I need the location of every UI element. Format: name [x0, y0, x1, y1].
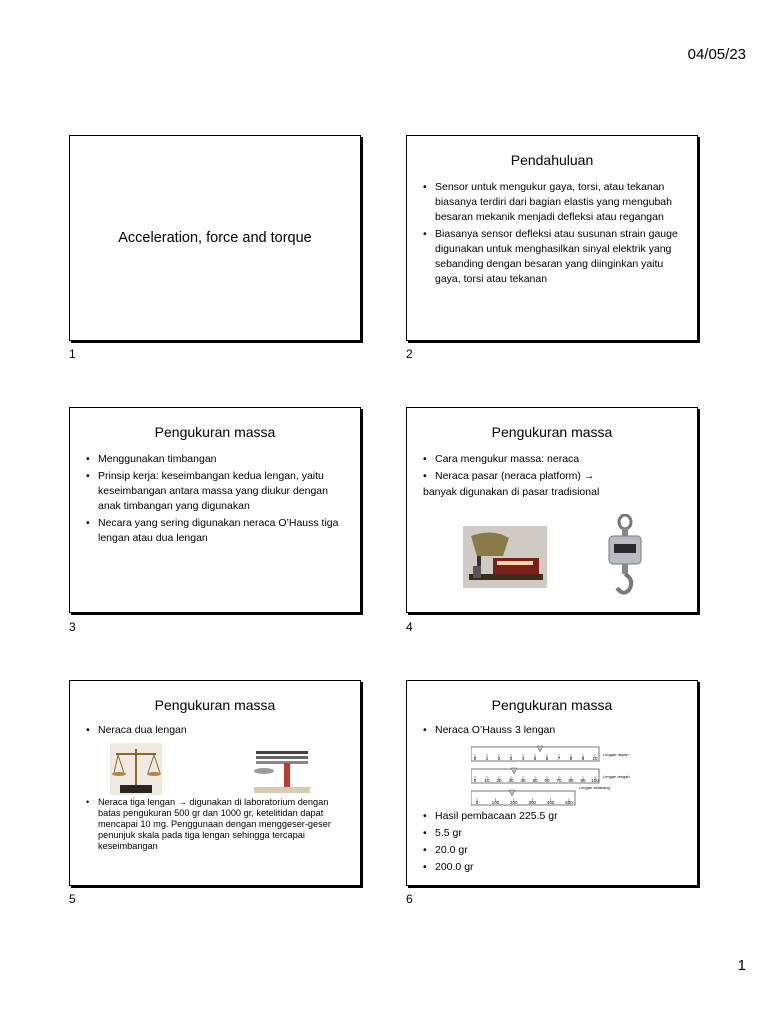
bullet-item: • 200.0 gr — [423, 860, 683, 875]
scale-tick-label: 0 — [473, 756, 477, 761]
scale-tick-label: 8 — [569, 756, 573, 761]
bullet-list — [423, 723, 683, 738]
scale-tick-label: 400 — [546, 800, 555, 805]
bullet-item: • Neraca pasar (neraca platform) → — [423, 469, 683, 484]
scale-tick-label: 3 — [509, 756, 513, 761]
bullet-list — [423, 809, 683, 877]
scale-tick-label: 9 — [581, 756, 585, 761]
scale-tick-label: 30 — [508, 778, 514, 783]
scale-tick-label: 20 — [496, 778, 502, 783]
slide-number: 1 — [69, 347, 76, 361]
scale-tick-label: 50 — [532, 778, 538, 783]
scale-tick-label: 6 — [545, 756, 549, 761]
three-arm-balance-photo — [250, 745, 314, 795]
label-middle-arm: Lengan tengah — [603, 774, 630, 779]
slide-number: 2 — [406, 347, 413, 361]
scale-tick-label: 70 — [556, 778, 562, 783]
slide-number: 5 — [69, 892, 76, 906]
bullet-item: • Neraca tiga lengan → digunakan di laboratorium dengan batas pengukuran 500 gr dan 1000 gr, ketelitidan dapat mencapai 10 mg. Penggunaan dengan menggeser-geser penunjuk skala pada tiga lengan sehingga tercapai keseimbangan — [86, 797, 346, 852]
scale-tick-label: 10 — [592, 756, 598, 761]
bullet-item: • 5.5 gr — [423, 826, 683, 841]
bullet-item: • Sensor untuk mengukur gaya, torsi, atau tekanan biasanya terdiri dari bagian elastis yang mengubah besaran mekanik menjadi defleksi atau regangan — [423, 180, 683, 225]
scale-tick-label: 10 — [484, 778, 490, 783]
slide-number: 4 — [406, 620, 413, 634]
scale-tick-label: 200 — [510, 800, 518, 805]
header-date: 04/05/23 — [687, 46, 746, 63]
scale-tick-label: 0 — [473, 778, 477, 783]
bullet-item: • Menggunakan timbangan — [86, 452, 346, 467]
label-front-arm: Lengan depan — [603, 752, 629, 757]
bullet-item: • Prinsip kerja: keseimbangan kedua lengan, yaitu keseimbangan antara massa yang diukur dengan anak timbangan yang digunakan — [86, 469, 346, 514]
bullet-item: • Biasanya sensor defleksi atau susunan strain gauge digunakan untuk menghasilkan sinyal elektrik yang sebanding dengan besaran yang diinginkan yaitu gaya, torsi atau tekanan — [423, 227, 683, 287]
label-back-arm: Lengan belakang — [579, 785, 610, 790]
slide-title: Pengukuran massa — [154, 697, 276, 713]
scale-tick-label: 100 — [491, 800, 500, 805]
slide-5 — [69, 680, 361, 886]
slide-number: 3 — [69, 620, 76, 634]
scale-tick-label: 500 — [565, 800, 573, 805]
bullet-item: • Neraca O’Hauss 3 lengan — [423, 723, 683, 738]
slide-number: 6 — [406, 892, 413, 906]
bullet-list — [86, 452, 346, 546]
scale-tick-label: 300 — [528, 800, 536, 805]
scale-tick-label: 4 — [521, 756, 525, 761]
scale-tick-label: 0 — [475, 800, 479, 805]
bullet-list — [423, 452, 683, 484]
bullet-list — [423, 180, 683, 287]
scale-tick-label: 100 — [591, 778, 599, 783]
two-arm-balance-photo — [110, 743, 162, 795]
scale-tick-label: 1 — [485, 756, 489, 761]
slide-3 — [69, 407, 361, 613]
bullet-item: • Necara yang sering digunakan neraca O’Hauss tiga lengan atau dua lengan — [86, 516, 346, 546]
slide-title: Pengukuran massa — [491, 697, 613, 713]
bullet-list — [86, 797, 346, 854]
slide-title: Pengukuran massa — [491, 424, 613, 440]
scale-tick-label: 90 — [580, 778, 586, 783]
scale-tick-label: 5 — [533, 756, 537, 761]
scale-tick-label: 80 — [568, 778, 574, 783]
slide-1 — [69, 135, 361, 341]
bullet-list — [86, 723, 346, 738]
bullet-item: • Cara mengukur massa: neraca — [423, 452, 683, 467]
scale-tick-label: 7 — [557, 756, 561, 761]
slide-4 — [406, 407, 698, 613]
market-scale-photo — [463, 526, 547, 588]
slide-title: Pendahuluan — [510, 152, 594, 168]
page-number: 1 — [737, 957, 746, 974]
slide-text: banyak digunakan di pasar tradisional — [423, 486, 600, 498]
bullet-item: • 20.0 gr — [423, 843, 683, 858]
bullet-item: • Neraca dua lengan — [86, 723, 346, 738]
hanging-scale-photo — [599, 514, 651, 600]
slide-6 — [406, 680, 698, 886]
scale-tick-label: 60 — [544, 778, 550, 783]
ohauss-scale-diagram — [471, 745, 639, 811]
slide-title: Pengukuran massa — [154, 424, 276, 440]
slide-2 — [406, 135, 698, 341]
scale-tick-label: 2 — [497, 756, 501, 761]
slide-title: Acceleration, force and torque — [118, 230, 312, 246]
scale-tick-label: 40 — [520, 778, 526, 783]
bullet-item: • Hasil pembacaan 225.5 gr — [423, 809, 683, 824]
